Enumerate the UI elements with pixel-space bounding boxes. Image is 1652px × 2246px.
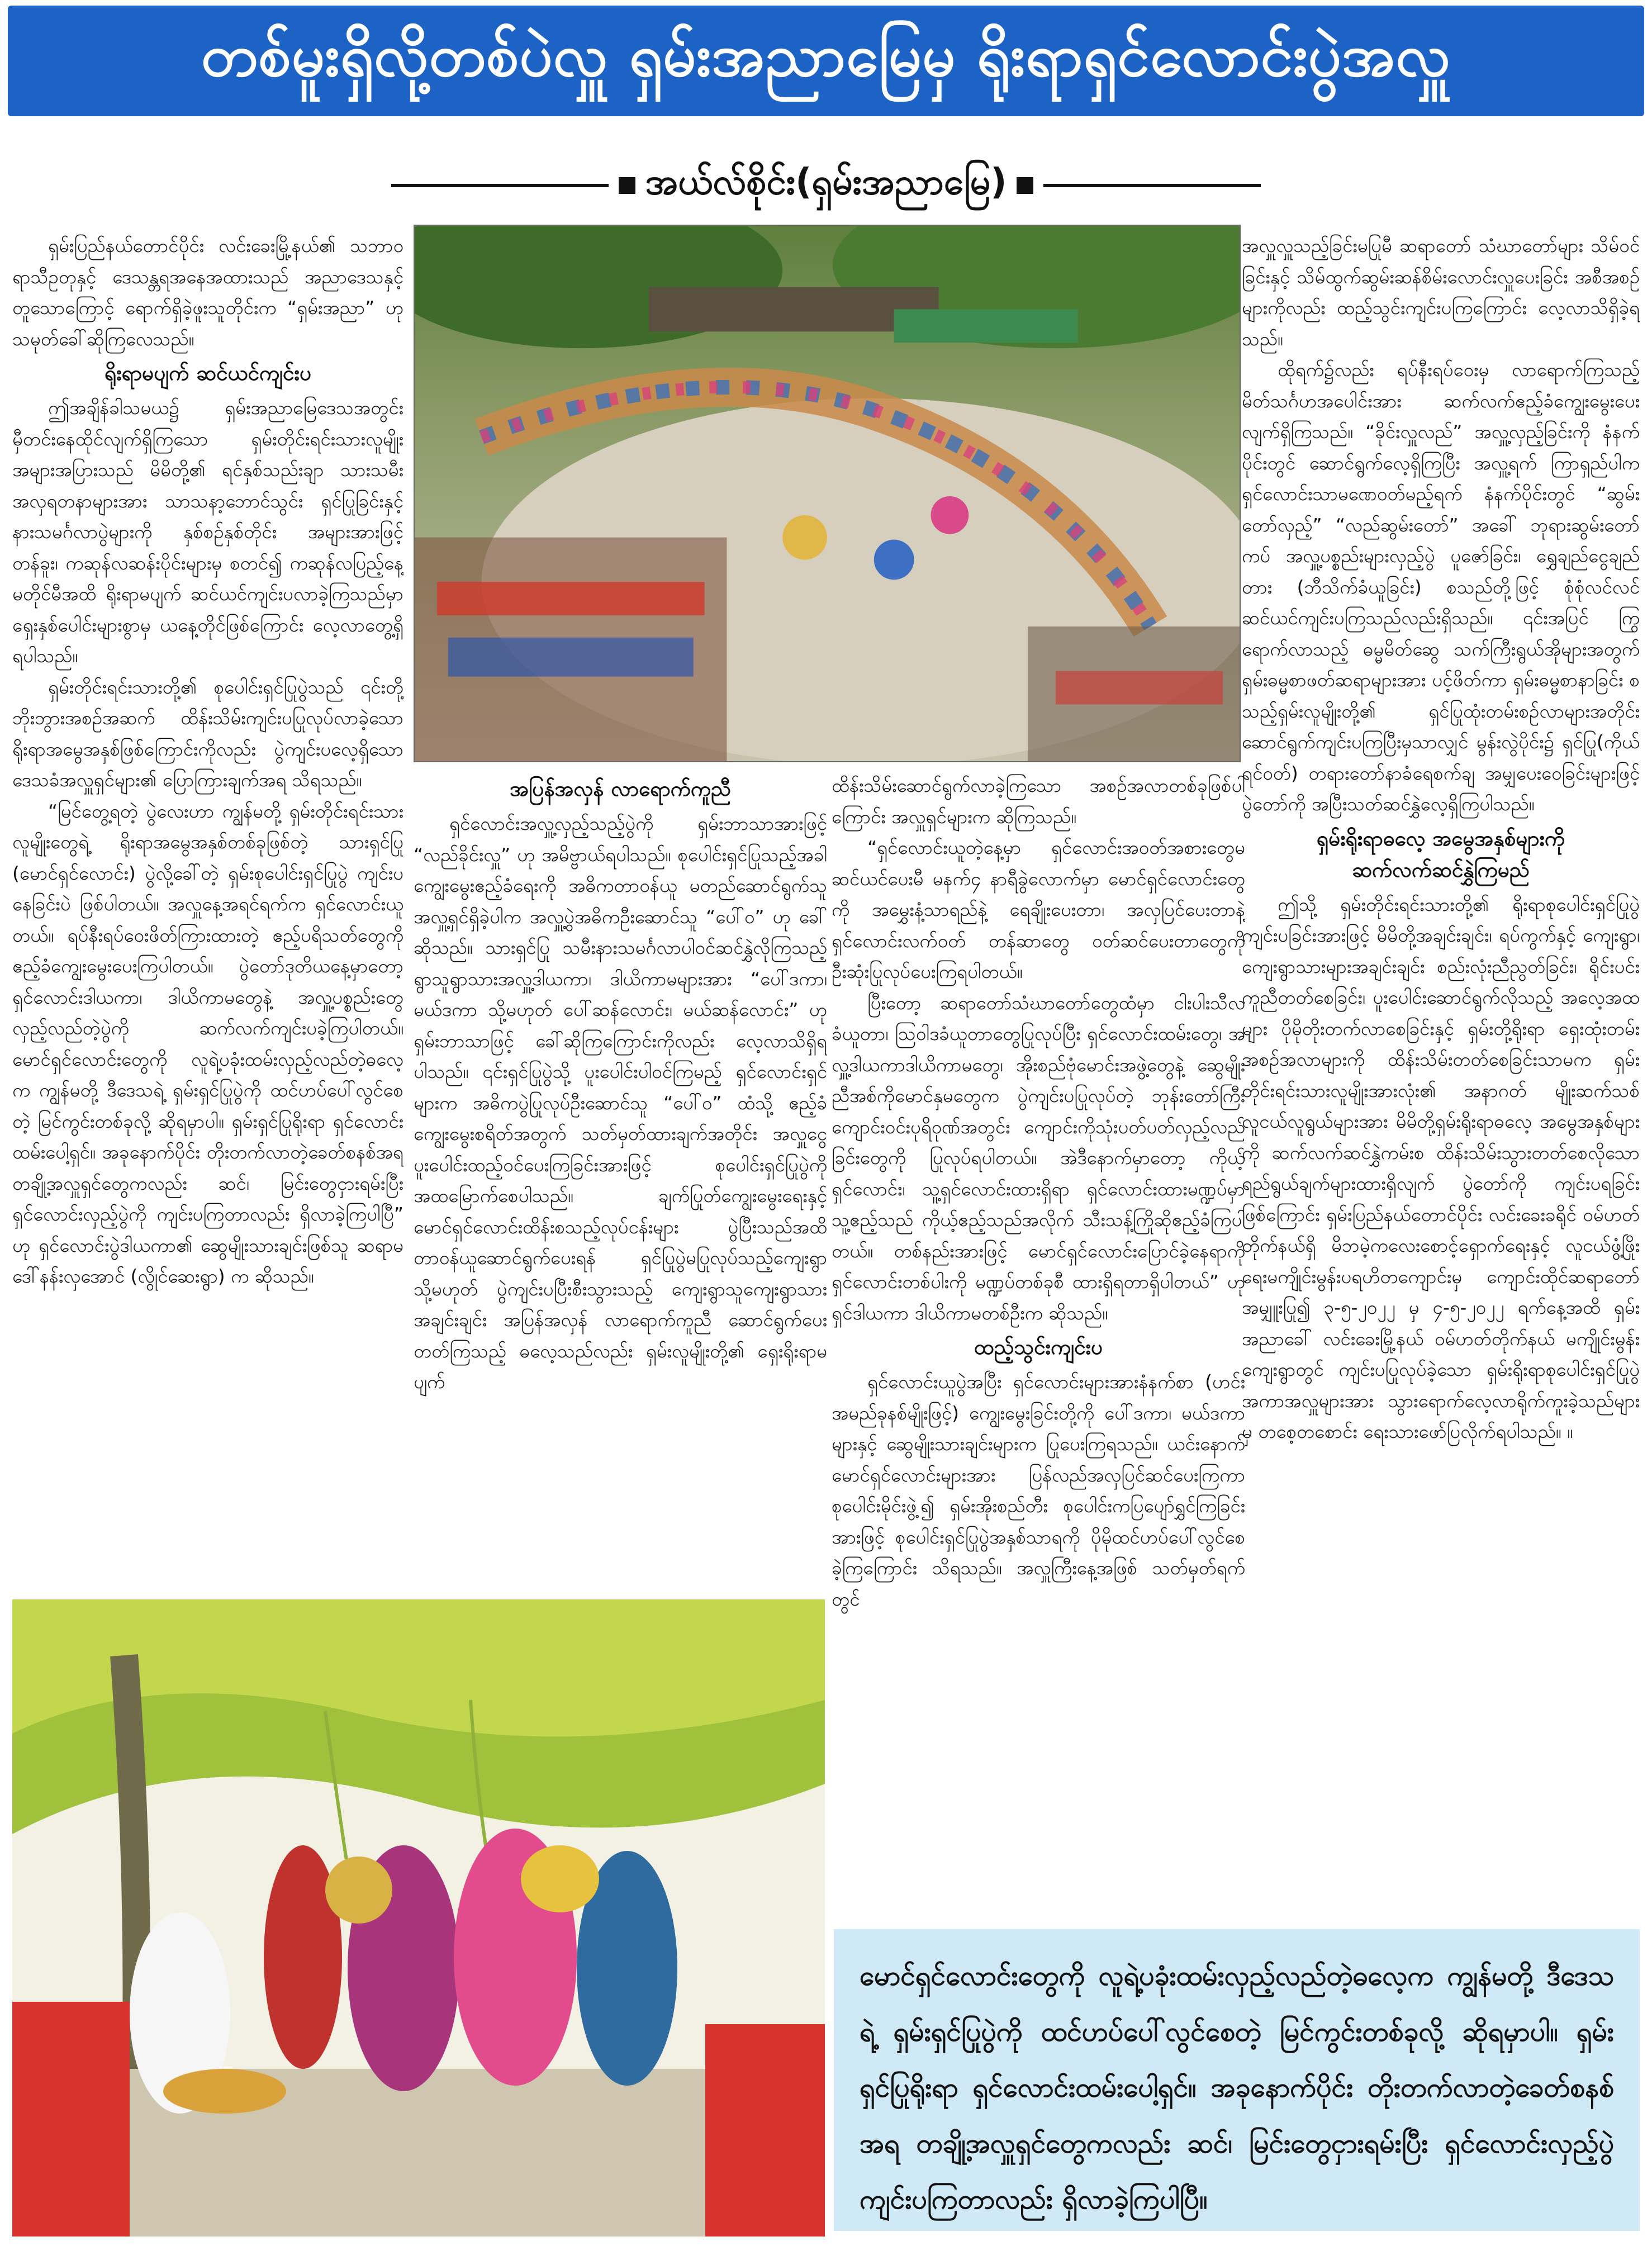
headline-title: တစ်မူးရှိလို့တစ်ပဲလှူ ရှမ်းအညာမြေမှ ရိုးရာရှင်လောင်းပွဲအလှူ bbox=[201, 21, 1451, 89]
byline-rule-left bbox=[391, 184, 609, 187]
byline-author: အယ်လ်စိုင်း(ရှမ်းအညာမြေ) bbox=[645, 162, 1007, 203]
end-mark: ။ bbox=[1567, 1421, 1573, 1442]
dancers-photo bbox=[12, 1599, 825, 2236]
article-column-2 bbox=[414, 770, 827, 1564]
paragraph-text: ဤသို့ ရှမ်းတိုင်းရင်းသားတို့၏ ရိုးရာစုပေါင်းရှင်ပြုပွဲကျင်းပခြင်းအားဖြင့် မိမိတို့အချင်းချင်း၊ ရပ်ကွက်နှင့် ကျေးရွာ၊ ကျေးရွာသားများအချင်းချင်း စည်းလုံးညီညွတ်ခြင်း၊ ရိုင်းပင်းကူညီတတ်စေခြင်း၊ ပူးပေါင်းဆောင်ရွက်လိုသည့် အလေ့အထများ ပိုမိုတိုးတက်လာစေခြင်းနှင့် ရှမ်းတို့ရိုးရာ ရှေးထုံးတမ်းအစဉ်အလာများကို ထိန်းသိမ်းတတ်စေခြင်းသာမက ရှမ်းတိုင်းရင်းသားလူမျိုးအားလုံး၏ အနာဂတ် မျိုးဆက်သစ်လူငယ်လူရွယ်များအား မိမိတို့ရှမ်းရိုးရာဓလေ့ အမွေအနှစ်များကို ဆက်လက်ဆင်နွှဲကမ်းစ ထိန်းသိမ်းသွားတတ်စေလိုသော ရည်ရွယ်ချက်များထားရှိလျက် ပွဲတော်ကို ကျင်းပရခြင်းဖြစ်ကြောင်း ရှမ်းပြည်နယ်တောင်ပိုင်း လင်းခေးခရိုင် ဝမ်ဟတ်တိုက်နယ်ရှိ မိဘမဲ့ကလေးစောင့်ရှောက်ရေးနှင့် လူငယ်ဖွံ့ဖြိုးရေးမကျိုင်းမွန်းပရဟိတကျောင်းမှ ကျောင်းထိုင်ဆရာတော် အမျှူးပြု၍ ၃-၅-၂၀၂၂ မှ ၄-၅-၂၀၂၂ ရက်နေ့အထိ ရှမ်းအညာ‌ခေါ် လင်းခေးမြို့နယ် ဝမ်ဟတ်တိုက်နယ် မကျိုင်းမွန်းကျေးရွာတွင် ကျင်းပပြုလုပ်ခဲ့သော ရှမ်းရိုးရာစုပေါင်းရှင်ပြုပွဲအကာအလှူများအား သွားရောက်လေ့လာရိုက်ကူးခဲ့သည်များမှ တစေ့တစောင်း ရေးသားဖော်ပြလိုက်ရပါသည်။ bbox=[1242, 893, 1640, 1442]
paragraph: “ရှင်လောင်းယူတဲ့နေ့မှာ ရှင်လောင်းအဝတ်အစားတွေမဆင်ယင်ပေးမီ မနက်၄ နာရီခွဲလောက်မှာ မောင်ရှင်လောင်းတွေကို အမွှေးနံ့သာရည်နဲ့ ရေချိုးပေးတာ၊ အလှပြင်ပေးတာနဲ့ ရှင်လောင်းလက်ဝတ် တန်ဆာတွေ ဝတ်ဆင်ပေးတာတွေကို ဦးဆုံးပြုလုပ်ပေးကြရပါတယ်။ bbox=[832, 837, 1245, 982]
procession-photo-graphic bbox=[415, 226, 1240, 761]
paragraph: ရှမ်းပြည်နယ်တောင်ပိုင်း လင်းခေးမြို့နယ်၏ သဘာဝရာသီဥတုနှင့် ဒေသန္တရအနေအထားသည် အညာဒေသနှင့်တူသောကြောင့် ရောက်ရှိခဲ့ဖူးသူတိုင်းက “ရှမ်းအညာ” ဟု သမုတ်ခေါ်ဆိုကြလေသည်။ bbox=[12, 235, 403, 350]
paragraph bbox=[1242, 889, 1640, 1447]
subheading bbox=[1242, 823, 1640, 886]
headline-banner bbox=[8, 6, 1644, 116]
pull-quote-box bbox=[834, 1929, 1640, 2231]
procession-photo bbox=[414, 225, 1241, 762]
paragraph: ထိုရက်၌လည်း ရပ်နီးရပ်ဝေးမှ လာရောက်ကြသည့် မိတ်သင်္ဂဟအပေါင်းအား ဆက်လက်ဧည့်ခံကျွေးမွေးပေးလျက်ရှိကြသည်။ “ခိုင်းလှူလည်” အလှူ့လှည့်ခြင်းကို နံနက်ပိုင်းတွင် ဆောင်ရွက်လေ့ရှိကြပြီး အလှူ့ရက် ကြာရှည်ပါက ရှင်လောင်းသာမဏေဝတ်မည့်ရက် နံနက်ပိုင်းတွင် “ဆွမ်းတော်လှည့်” “လည်ဆွမ်းတော်” အခေါ် ဘုရားဆွမ်းတော်ကပ် အလှူ့ပစ္စည်းများလှည့်ပွဲ ပူဇော်ခြင်း၊ ရွှေချည်ငွေချည်တား (ဘီသိက်ခံယူခြင်း) စသည်တို့ဖြင့် စုံစုံလင်လင် ဆင်ယင်ကျင်းပကြသည်လည်းရှိသည်။ ၎င်းအပြင် ကြွရောက်လာသည့် ဓမ္မမိတ်ဆွေ သက်ကြီးရွယ်အိုများအတွက် ရှမ်းဓမ္မစာဖတ်ဆရာများအား ပင့်ဖိတ်ကာ ရှမ်းဓမ္မစာနာခြင်း စသည့်ရှမ်းလူမျိုးတို့၏ ရှင်ပြုထုံးတမ်းစဉ်လာများအတိုင်း ဆောင်ရွက်ကျင်းပကြပြီးမှသာလျှင် မွန်းလွဲပိုင်း၌ ရှင်ပြု(ကိုယ်ရင်ဝတ်) တရားတော်နာခံရေစက်ချ အမျှပေးဝေခြင်းများဖြင့် ပွဲတော်ကို အပြီးသတ်ဆင်နွှဲလေ့ရှိကြပါသည်။ bbox=[1242, 359, 1640, 815]
dancers-photo-graphic bbox=[12, 1599, 825, 2236]
paragraph: ပြီးတော့ ဆရာတော်သံဃာတော်တွေထံမှာ ငါးပါးသီလခံယူတာ၊ ဩဝါဒခံယူတာတွေပြုလုပ်ပြီး ရှင်လောင်းထမ်းတွေ၊ အလှူ့ဒါယကာဒါယိကာမတွေ၊ အိုးစည်ဗုံမောင်းအဖွဲ့တွေနဲ့ ဆွေမျိုးညီအစ်ကိုမောင်နှမတွေက ပွဲကျင်းပပြုလုပ်တဲ့ ဘုန်းတော်ကြီးကျောင်းဝင်းပုရိဝုဏ်အတွင်း ကျောင်းကိုသုံးပတ်ပတ်လှည့်လည်ခြင်းတွေကို ပြုလုပ်ရပါတယ်။ အဲဒီနောက်မှာတော့ ကိုယ့်ရှင်လောင်း၊ သူ့ရှင်လောင်းထားရှိရာ ရှင်လောင်းထားမဏ္ဍပ်မှာ သူ့ဧည့်သည် ကိုယ့်ဧည့်သည်အလိုက် သီးသန့်ကြိုဆိုဧည့်ခံကြပါတယ်။ တစ်နည်းအားဖြင့် မောင်ရှင်လောင်းပြောင်ခဲ့နေရာကို ရှင်လောင်းတစ်ပါးကို မဏ္ဍပ်တစ်ခုစီ ထားရှိရတာရှိပါတယ်” ဟု ရှင်ဒါယကာ ဒါယိကာမတစ်ဦးက ဆိုသည်။ bbox=[832, 991, 1245, 1324]
paragraph: ဤအချိန်ခါသမယ၌ ရှမ်းအညာမြေဒေသအတွင်း မှီတင်းနေထိုင်လျက်ရှိကြသော ရှမ်းတိုင်းရင်းသားလူမျိုးအများအပြားသည် မိမိတို့၏ ရင်နှစ်သည်းချာ သားသမီးအလှရတနာများအား သာသနာ့ဘောင်သွင်း ရှင်ပြုခြင်းနှင့် နားသမင်္ဂလာပွဲများကို နှစ်စဉ်နှစ်တိုင်း အများအားဖြင့် တန်ခူး၊ ကဆုန်လဆန်းပိုင်းများမှ စတင်၍ ကဆုန်လပြည့်နေ့မတိုင်မီအထိ ရိုးရာမပျက် ဆင်ယင်ကျင်းပလာခဲ့ကြသည်မှာ ရှေးနှစ်ပေါင်းများစွာမှ ယနေ့တိုင်ဖြစ်ကြောင်း လေ့လာတွေ့ရှိရပါသည်။ bbox=[12, 397, 403, 667]
subheading-line-2: ဆက်လက်ဆင်နွှဲကြမည် bbox=[1352, 857, 1530, 882]
paragraph: ရှမ်းတိုင်းရင်းသားတို့၏ စုပေါင်းရှင်ပြုပွဲသည် ၎င်းတို့ဘိုးဘွားအစဉ်အဆက် ထိန်းသိမ်းကျင်းပပြုလုပ်လာခဲ့သော ရိုးရာအမွေအနှစ်ဖြစ်ကြောင်းကိုလည်း ပွဲကျင်းပလေ့ရှိသော ဒေသခံအလှူရှင်များ၏ ပြောကြားချက်အရ သိရသည်။ bbox=[12, 676, 403, 791]
paragraph: “မြင်တွေ့ရတဲ့ ပွဲလေးဟာ ကျွန်မတို့ ရှမ်းတိုင်းရင်းသားလူမျိုးတွေရဲ့ ရိုးရာအမွေအနှစ်တစ်ခုဖြစ်တဲ့ သားရှင်ပြု (မောင်ရှင်လောင်း) ပွဲလို့ခေါ်တဲ့ ရှမ်းစုပေါင်းရှင်ပြုပွဲ ကျင်းပနေခြင်းပဲ ဖြစ်ပါတယ်။ အလှူနေ့အရင်ရက်က ရှင်လောင်းယူတယ်။ ရပ်နီးရပ်ဝေးဖိတ်ကြားထားတဲ့ ဧည့်ပရိသတ်တွေကို ဧည့်ခံကျွေးမွေးပေးကြပါတယ်။ ပွဲတော်ဒုတိယနေ့မှာတော့ ရှင်လောင်းဒါယကာ၊ ဒါယိကာမတွေနဲ့ အလှူ့ပစ္စည်းတွေ လှည့်လည်တဲ့ပွဲကို ဆက်လက်ကျင်းပခဲ့ကြပါတယ်။ မောင်ရှင်လောင်းတွေကို လူရဲ့ပခုံးထမ်းလှည့်လည်တဲ့ဓလေ့က ကျွန်မတို့ ဒီဒေသရဲ့ ရှမ်းရှင်ပြုပွဲကို ထင်ဟပ်ပေါ်လွင်စေတဲ့ မြင်ကွင်းတစ်ခုလို့ ဆိုရမှာပါ။ ရှမ်းရှင်ပြုရိုးရာ ရှင်လောင်းထမ်းပေါ့ရှင်။ အခုနောက်ပိုင်း တိုးတက်လာတဲ့ခေတ်စနစ်အရ တချို့အလှူရှင်တွေကလည်း ဆင်၊ မြင်းတွေငှားရမ်းပြီး ရှင်လောင်းလှည့်ပွဲကို ကျင်းပကြတာလည်း ရှိလာခဲ့ကြပါပြီ” ဟု ရှင်လောင်းပွဲဒါယကာ၏ ဆွေမျိုးသားချင်းဖြစ်သူ ဆရာမဒေါ်နန်းလှအောင် (လွိုင်ဆေးရွာ) က ဆိုသည်။ bbox=[12, 800, 403, 1287]
article-column-1 bbox=[12, 230, 403, 1683]
article-column-3 bbox=[832, 770, 1245, 1932]
article-column-4 bbox=[1242, 230, 1640, 1661]
byline-square-left bbox=[619, 177, 635, 194]
subheading-line-1: ရှမ်းရိုးရာဓလေ့ အမွေအနှစ်များကို bbox=[1316, 826, 1565, 851]
paragraph: အလှူလှူသည့်ခြင်းမပြုမီ ဆရာတော် သံဃာတော်များ သိမ်ဝင်ခြင်းနှင့် သိမ်ထွက်ဆွမ်းဆန်စိမ်းလောင်းလှူပေးခြင်း အစီအစဉ်များကိုလည်း ထည့်သွင်းကျင်းပကြကြောင်း လေ့လာသိရှိခဲ့ရသည်။ bbox=[1242, 235, 1640, 350]
paragraph: ထိန်းသိမ်းဆောင်ရွက်လာခဲ့ကြသော အစဉ်အလာတစ်ခုဖြစ်ပါကြောင်း အလှူရှင်များက ဆိုကြသည်။ bbox=[832, 775, 1245, 828]
subheading: ထည့်သွင်းကျင်းပ bbox=[974, 1335, 1103, 1359]
byline-square-right bbox=[1017, 177, 1033, 194]
subheading: အပြန်အလှန် လာရောက်ကူညီ bbox=[510, 777, 731, 801]
pull-quote-text: မောင်ရှင်လောင်းတွေကို လူရဲ့ပခုံးထမ်းလှည့်လည်တဲ့ဓလေ့က ကျွန်မတို့ ဒီဒေသရဲ့ ရှမ်းရှင်ပြုပွဲကို ထင်ဟပ်ပေါ်လွင်စေတဲ့ မြင်ကွင်းတစ်ခုလို့ ဆိုရမှာပါ။ ရှမ်းရှင်ပြုရိုးရာ ရှင်လောင်းထမ်းပေါ့ရှင်။ အခုနောက်ပိုင်း တိုးတက်လာတဲ့ခေတ်စနစ်အရ တချို့အလှူရှင်တွေကလည်း ဆင်၊ မြင်းတွေငှားရမ်းပြီး ရှင်လောင်းလှည့်ပွဲ ကျင်းပကြတာလည်း ရှိလာခဲ့ကြပါပြီ။ bbox=[860, 1960, 1614, 2215]
paragraph: ရှင်လောင်းယူပွဲအပြီး ရှင်လောင်းများအားနံနက်စာ (ဟင်းအမည်ခုနစ်မျိုးဖြင့်) ကျွေးမွေးခြင်းတို့ကို ပေါ်ဒကာ၊ မယ်ဒကာများနှင့် ဆွေမျိုးသားချင်းများက ပြုပေးကြရသည်။ ယင်းနောက် မောင်ရှင်လောင်းများအား ပြန်လည်အလှပြင်ဆင်ပေးကြကာ စုပေါင်းမိုင်းဖွဲ့၍ ရှမ်းအိုးစည်တီး စုပေါင်းကပြပျော်ရွှင်ကြခြင်းအားဖြင့် စုပေါင်းရှင်ပြုပွဲအနှစ်သာရကို ပိုမိုထင်ဟပ်ပေါ်လွင်စေခဲ့ကြကြောင်း သိရသည်။ အလှူကြီးနေ့အဖြစ် သတ်မှတ်ရက်တွင် bbox=[832, 1371, 1245, 1610]
subheading: ရိုးရာမပျက် ဆင်ယင်ကျင်းပ bbox=[104, 361, 312, 385]
paragraph: ရှင်လောင်းအလှူ့လှည့်သည့်ပွဲကို ရှမ်းဘာသာအားဖြင့် “လည်ခိုင်းလှူ” ဟု အမိဗ္ဗာယ်ရပါသည်။ စုပေါင်းရှင်ပြုသည့်အခါ ကျွေးမွေးဧည့်ခံရေးကို အဓိကတာဝန်ယူ မတည်ဆောင်ရွက်သူ အလှူ့ရှင်ရှိခဲ့ပါက အလှူ့ပွဲအဓိကဦးဆောင်သူ “ပေါ်ဝ” ဟု ခေါ်ဆိုသည်။ သားရှင်ပြု သမီးနားသမင်္ဂလာပါဝင်ဆင်နွှဲလိုကြသည့် ရွာသူရွာသားအလှူ့ဒါယကာ၊ ဒါယိကာမများအား “ပေါ်ဒကာ၊ မယ်ဒကာ သို့မဟုတ် ပေါ်ဆန်လောင်း၊ မယ်ဆန်လောင်း” ဟု ရှမ်းဘာသာဖြင့် ခေါ်ဆိုကြကြောင်းကိုလည်း လေ့လာသိရှိရပါသည်။ ၎င်းရှင်ပြုပွဲသို့ ပူးပေါင်းပါဝင်ကြမည့် ရှင်လောင်းရှင်များက အဓိကပွဲပြုလုပ်ဦးဆောင်သူ “ပေါ်ဝ” ထံသို့ ဧည့်ခံကျွေးမွေးစရိတ်အတွက် သတ်မှတ်ထားချက်အတိုင်း အလှူငွေပူးပေါင်းထည့်ဝင်ပေးကြခြင်းအားဖြင့် စုပေါင်းရှင်ပြုပွဲကို အထမြောက်စေပါသည်။ ချက်ပြုတ်ကျွေးမွေးရေးနှင့် မောင်ရှင်လောင်းထိန်းစသည့်လုပ်ငန်းများ ပွဲပြီးသည်အထိ တာဝန်ယူဆောင်ရွက်ပေးရန် ရှင်ပြုပွဲမပြုလုပ်သည့်ကျေးရွာ သို့မဟုတ် ပွဲကျင်းပပြီးစီးသွားသည့် ကျေးရွာသူကျေးရွာသားအချင်းချင်း အပြန်အလှန် လာရောက်ကူညီ ဆောင်ရွက်ပေးတတ်ကြသည့် ဓလေ့သည်လည်း ရှမ်းလူမျိုးတို့၏ ရှေးရိုးရာမပျက် bbox=[414, 813, 827, 1393]
byline bbox=[391, 163, 1261, 208]
byline-rule-right bbox=[1043, 184, 1261, 187]
